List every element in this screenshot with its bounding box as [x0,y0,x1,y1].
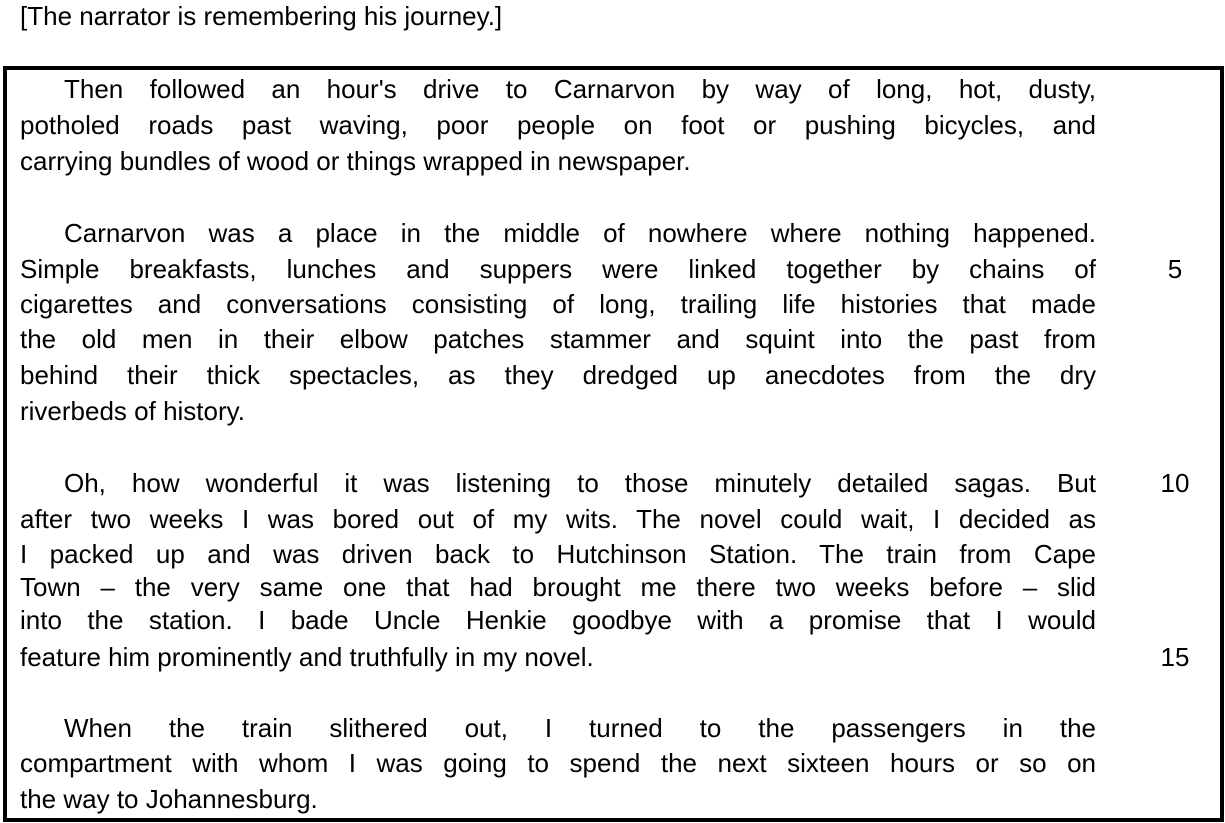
intro-note: [The narrator is remembering his journey.] [20,1,503,31]
passage-line: Carnarvon was a place in the middle of nowhere where nothing happened. [64,218,1096,248]
passage-line: riverbeds of history. [20,396,245,426]
passage-line: When the train slithered out, I turned to the passengers in the [64,713,1096,743]
passage-line: Town – the very same one that had brought me there two weeks before – slid [20,572,1096,602]
passage-line: Oh, how wonderful it was listening to those minutely detailed sagas. But [64,468,1096,498]
passage-line: the old men in their elbow patches stammer and squint into the past from [20,324,1096,354]
passage-line: after two weeks I was bored out of my wits. The novel could wait, I decided as [20,504,1096,534]
passage-line: Then followed an hour's drive to Carnarvon by way of long, hot, dusty, [64,74,1096,104]
passage-line: feature him prominently and truthfully in my novel. [20,642,594,672]
line-number: 5 [1167,254,1183,284]
passage-line: potholed roads past waving, poor people on foot or pushing bicycles, and [20,110,1096,140]
passage-line: carrying bundles of wood or things wrapped in newspaper. [20,146,691,176]
passage-frame [3,66,1224,822]
passage-line: the way to Johannesburg. [20,784,318,814]
line-number: 15 [1160,642,1190,672]
passage-line: I packed up and was driven back to Hutchinson Station. The train from Cape [20,539,1096,569]
passage-line: compartment with whom I was going to spend the next sixteen hours or so on [20,748,1096,778]
line-number: 10 [1160,468,1190,498]
passage-line: cigarettes and conversations consisting of long, trailing life histories that made [20,289,1096,319]
passage-line: into the station. I bade Uncle Henkie goodbye with a promise that I would [20,605,1096,635]
passage-line: Simple breakfasts, lunches and suppers were linked together by chains of [20,254,1096,284]
passage-line: behind their thick spectacles, as they dredged up anecdotes from the dry [20,360,1096,390]
